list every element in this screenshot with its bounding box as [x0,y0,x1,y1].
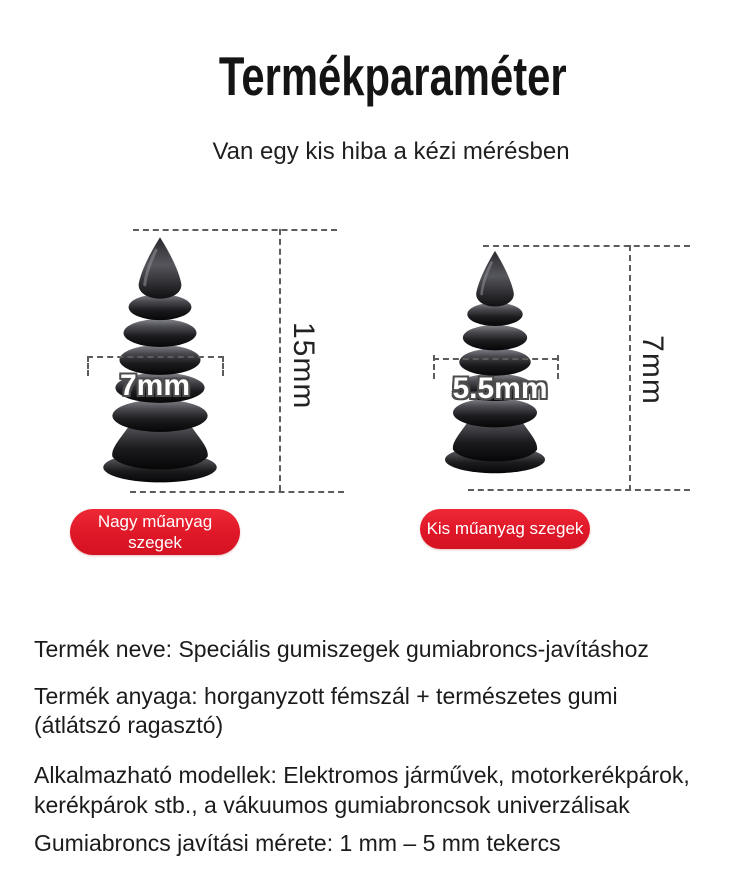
small-nail-image [428,247,562,481]
small-nail-top-dim-line [483,245,690,247]
large-nail-height-dim-line [279,229,281,491]
page-title [0,44,750,108]
page-title-text: Termékparaméter [219,45,567,107]
spec-models-line1: Alkalmazható modellek: Elektromos járművek, motorkerékpárok, [34,762,690,788]
page-subtitle-text: Van egy kis hiba a kézi mérésben [212,138,570,165]
spec-models-line2: kerékpárok stb., a vákuumos gumiabroncsok univerzálisak [34,792,630,818]
large-nail-badge-line2: szegek [128,533,182,552]
small-nail-height-label: 7mm [636,335,669,405]
small-nail-width-label: 5.5mm [452,372,548,405]
large-nail-width-tick-left [87,356,89,376]
large-nail-width-tick-right [222,356,224,376]
small-nail-width-tick-right [557,355,559,379]
page-subtitle [0,138,750,166]
spec-repair-size: Gumiabroncs javítási mérete: 1 mm – 5 mm tekercs [34,830,561,856]
spec-material-line1: Termék anyaga: horganyzott fémszál + természetes gumi [34,683,618,709]
small-nail-width-tick-left [433,355,435,379]
spec-material-line2: (átlátszó ragasztó) [34,712,224,738]
large-nail-badge-line1: Nagy műanyag [97,512,213,531]
large-nail-badge [70,509,240,555]
small-nail-badge-text: Kis műanyag szegek [426,519,584,538]
spec-product-name: Termék neve: Speciális gumiszegek gumiabroncs-javításhoz [34,636,649,662]
spec-material [34,682,618,740]
small-nail-width-dim-line [433,358,558,360]
large-nail-image [84,233,236,491]
large-nail-top-dim-line [133,229,337,231]
small-nail-height-dim-line [629,245,631,491]
small-nail-bottom-dim-line [468,489,690,491]
spec-models [34,760,690,820]
large-nail-bottom-dim-line [130,491,344,493]
large-nail-height-label: 15mm [287,322,320,410]
small-nail-badge [420,509,590,549]
large-nail-width-dim-line [87,356,224,358]
large-nail-width-label: 7mm [119,369,191,402]
